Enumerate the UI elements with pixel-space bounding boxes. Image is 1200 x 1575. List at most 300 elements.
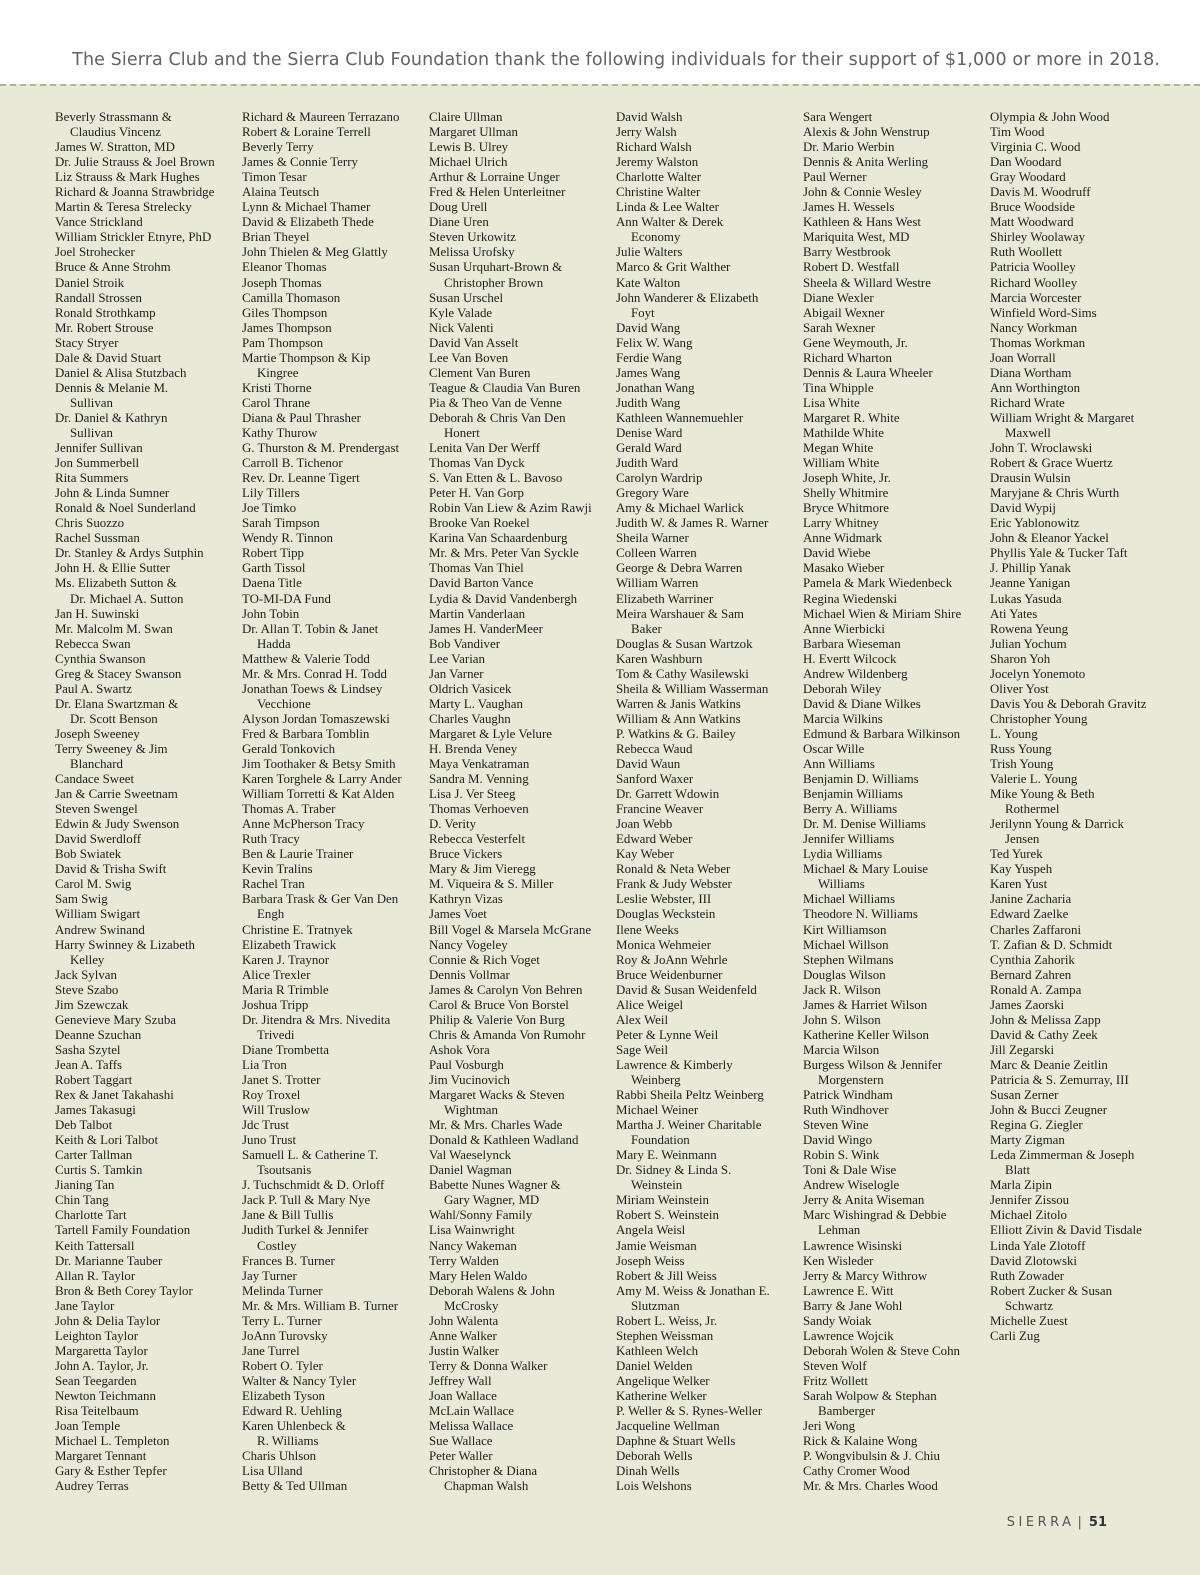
donor-name: Bruce & Anne Strohm [55, 260, 171, 275]
donor-name: Sage Weil [616, 1042, 669, 1057]
donor-name: Dr. Julie Strauss & Joel Brown [55, 155, 215, 170]
donor-name: Michael L. Templeton [55, 1434, 170, 1449]
donor-name: James Wang [616, 365, 681, 380]
donor-name: Fred & Helen Unterleitner [429, 185, 566, 200]
donor-name: Lawrence E. Witt [803, 1283, 894, 1298]
donor-name: Christine Walter [616, 185, 701, 200]
donor-name: William Swigart [55, 907, 141, 922]
donor-name: Stacy Stryer [55, 335, 119, 350]
donor-name: Drausin Wulsin [990, 471, 1071, 486]
donor-name: Judith Ward [616, 456, 679, 471]
donor-name: Mariquita West, MD [803, 230, 910, 245]
donor-name: Martie Thompson & Kip Kingree [242, 350, 371, 380]
donor-name: Carroll B. Tichenor [242, 456, 343, 471]
donor-name: Joan Temple [55, 1419, 121, 1434]
donor-name: Anne Wierbicki [803, 621, 885, 636]
donor-name: Joel Strohecker [55, 245, 135, 260]
donor-name: Mr. Malcolm M. Swan [55, 621, 173, 636]
donor-name: Ted Yurek [990, 847, 1043, 862]
donor-name: Teague & Claudia Van Buren [429, 380, 581, 395]
donor-name: Daphne & Stuart Wells [616, 1434, 736, 1449]
donor-name: Charles Zaffaroni [990, 922, 1082, 937]
donor-name: Jack P. Tull & Mary Nye [242, 1193, 371, 1208]
donor-name: Elizabeth Warriner [616, 591, 714, 606]
donor-name: John Wanderer & Elizabeth Foyt [616, 290, 759, 320]
donor-name: Theodore N. Williams [803, 907, 918, 922]
donor-name: Deborah Wolen & Steve Cohn [803, 1343, 960, 1358]
donor-name: James & Harriet Wilson [803, 997, 928, 1012]
donor-name: Felix W. Wang [616, 335, 693, 350]
donor-name: Patrick Windham [803, 1088, 893, 1103]
donor-name: Greg & Stacey Swanson [55, 666, 182, 681]
donor-name: Michael Williams [803, 892, 895, 907]
donor-name: Christopher & Diana Chapman Walsh [429, 1464, 538, 1494]
donor-name: Dinah Wells [616, 1464, 680, 1479]
donor-name: Diana Wortham [990, 365, 1072, 380]
donor-name: Rowena Yeung [990, 621, 1069, 636]
donor-name: Eric Yablonowitz [990, 516, 1080, 531]
donor-name: Karen Yust [990, 877, 1048, 892]
donor-name: Robert L. Weiss, Jr. [616, 1313, 718, 1328]
donor-name: Maryjane & Chris Wurth [990, 486, 1120, 501]
donor-name: Claire Ullman [429, 110, 503, 124]
donor-name: Mr. & Mrs. Peter Van Syckle [429, 546, 579, 561]
donor-name: Timon Tesar [242, 170, 307, 185]
donor-name: Nancy Workman [990, 320, 1078, 335]
donor-name: Chris Suozzo [55, 516, 125, 531]
donor-name: Charlotte Tart [55, 1208, 127, 1223]
donor-name: Winfield Word-Sims [990, 305, 1097, 320]
donor-name: Candace Sweet [55, 772, 135, 787]
donor-name: Patricia & S. Zemurray, III [990, 1073, 1129, 1087]
donor-name: Tim Wood [990, 125, 1045, 140]
donor-name: Daniel Stroik [55, 275, 125, 290]
donor-name: Daniel & Alisa Stutzbach [55, 365, 187, 380]
donor-name: Margaret R. White [803, 410, 900, 425]
donor-name: Jane Turrel [242, 1343, 300, 1358]
donor-name: Bernard Zahren [990, 967, 1072, 982]
donor-name: David Van Asselt [429, 335, 519, 350]
donor-name: Lia Tron [242, 1057, 287, 1072]
donor-name: David Waun [616, 757, 681, 772]
donor-name: Allan R. Taylor [55, 1268, 136, 1283]
donor-name: Lawrence Wojcik [803, 1328, 894, 1343]
donor-name: Leslie Webster, III [616, 892, 712, 907]
donor-name: Robin Van Liew & Azim Rawji [429, 501, 592, 516]
donor-name: Kay Yuspeh [990, 862, 1053, 877]
donor-name: Sheila Warner [616, 531, 689, 546]
donor-column-2 [242, 110, 424, 1494]
donor-name: Margaret Wacks & Steven Wightman [429, 1088, 565, 1118]
donor-name: Sanford Waxer [616, 772, 694, 787]
donor-name: Dale & David Stuart [55, 350, 162, 365]
donor-name: Cynthia Zahorik [990, 952, 1075, 967]
donor-name: Sandra M. Venning [429, 772, 529, 787]
donor-name: Angela Weisl [616, 1223, 686, 1238]
donor-name: Deanne Szuchan [55, 1027, 142, 1042]
donor-name: Garth Tissol [242, 561, 306, 576]
donor-name: Chris & Amanda Von Rumohr [429, 1027, 586, 1042]
donor-column-6 [990, 110, 1172, 1344]
donor-name: Rebecca Waud [616, 741, 693, 756]
donor-name: David & Susan Weidenfeld [616, 982, 757, 997]
donor-name: Terry L. Turner [242, 1313, 322, 1328]
donor-name: Mathilde White [803, 425, 885, 440]
donor-name: Gerald Ward [616, 441, 682, 456]
donor-name: Samuell L. & Catherine T. Tsoutsanis [242, 1148, 379, 1178]
donor-name: Margaret Ullman [429, 125, 518, 140]
donor-name: Rebecca Swan [55, 636, 131, 651]
donor-name: Amy & Michael Warlick [616, 501, 744, 516]
donor-name: Matt Woodward [990, 215, 1074, 230]
donor-name: Meira Warshauer & Sam Baker [616, 606, 744, 636]
donor-name: Curtis S. Tamkin [55, 1163, 143, 1178]
donor-name: Kathleen & Hans West [803, 215, 921, 230]
donor-name: David & Elizabeth Thede [242, 215, 374, 230]
donor-name: Maya Venkatraman [429, 757, 530, 772]
donor-name: Lisa J. Ver Steeg [429, 787, 516, 802]
donor-name: Mr. & Mrs. Charles Wood [803, 1479, 938, 1494]
donor-name: Richard & Joanna Strawbridge [55, 185, 215, 200]
donor-name: Steven Swengel [55, 802, 138, 817]
donor-name: Kevin Tralins [242, 862, 313, 877]
donor-name: D. Verity [429, 817, 477, 832]
donor-name: Douglas Wilson [803, 967, 886, 982]
donor-name: Elizabeth Trawick [242, 937, 337, 952]
donor-name: Rick & Kalaine Wong [803, 1434, 918, 1449]
donor-name: Ann Walter & Derek Economy [616, 215, 724, 245]
donor-name: Rex & Janet Takahashi [55, 1088, 174, 1103]
donor-name: Bruce Woodside [990, 200, 1076, 215]
donor-name: William White [803, 456, 880, 471]
donor-name: Barbara Trask & Ger Van Den Engh [242, 892, 399, 922]
donor-name: Carter Tallman [55, 1148, 133, 1163]
donor-name: James H. Wessels [803, 200, 895, 215]
donor-name: Regina Wiedenski [803, 591, 898, 606]
donor-name: Trish Young [990, 757, 1054, 772]
donor-name: Martin Vanderlaan [429, 606, 526, 621]
donor-name: Dennis & Melanie M. Sullivan [55, 380, 169, 410]
donor-name: Tina Whipple [803, 380, 874, 395]
donor-name: Robert & Loraine Terrell [242, 125, 371, 140]
donor-name: David & Trisha Swift [55, 862, 167, 877]
donor-name: Rachel Sussman [55, 531, 140, 546]
donor-name: Connie & Rich Voget [429, 952, 540, 967]
donor-name: Ferdie Wang [616, 350, 682, 365]
donor-name: Michael Zitolo [990, 1208, 1067, 1223]
donor-name: Lydia Williams [803, 847, 883, 862]
donor-name: Val Waeselynck [429, 1148, 512, 1163]
donor-name: Miriam Weinstein [616, 1193, 709, 1208]
donor-name: Davis You & Deborah Gravitz [990, 696, 1147, 711]
donor-name: Diane Wexler [803, 290, 874, 305]
donor-name: Joan Wallace [429, 1388, 497, 1403]
donor-name: Sean Teegarden [55, 1373, 137, 1388]
donor-name: Lily Tillers [242, 486, 300, 501]
donor-name: John Thielen & Meg Glattly [242, 245, 388, 260]
donor-name: Gene Weymouth, Jr. [803, 335, 908, 350]
donor-name: William Torretti & Kat Alden [242, 787, 395, 802]
donor-name: James W. Stratton, MD [55, 140, 175, 155]
donor-name: William Strickler Etnyre, PhD [55, 230, 212, 245]
page-number: 51 [1088, 1515, 1107, 1530]
donor-name: Dennis & Laura Wheeler [803, 365, 933, 380]
donor-name: Michael Willson [803, 937, 889, 952]
donor-name: Philip & Valerie Von Burg [429, 1012, 565, 1027]
donor-name: Edward Weber [616, 832, 693, 847]
page-header [0, 0, 1200, 84]
donor-name: Giles Thompson [242, 305, 328, 320]
donor-name: Sue Wallace [429, 1434, 493, 1449]
donor-name: L. Young [990, 726, 1038, 741]
donor-name: Ann Worthington [990, 380, 1081, 395]
donor-name: Mike Young & Beth Rothermel [990, 787, 1095, 817]
donor-name: David Barton Vance [429, 576, 534, 591]
donor-name: Alaina Teutsch [242, 185, 320, 200]
donor-name: Keith & Lori Talbot [55, 1133, 159, 1148]
donor-name: Alex Weil [616, 1012, 669, 1027]
donor-name: Joshua Tripp [242, 997, 309, 1012]
donor-name: John & Connie Wesley [803, 185, 922, 200]
donor-name: Juno Trust [242, 1133, 297, 1148]
donor-name: Mary E. Weinmann [616, 1148, 717, 1163]
donor-name: Sarah Wexner [803, 320, 876, 335]
donor-name: Frank & Judy Webster [616, 877, 732, 892]
donor-name: Thomas Workman [990, 335, 1086, 350]
donor-name: Davis M. Woodruff [990, 185, 1091, 200]
donor-name: Anne Widmark [803, 531, 883, 546]
donor-name: Judith Wang [616, 395, 681, 410]
donor-name: Carli Zug [990, 1328, 1040, 1343]
donor-name: George & Debra Warren [616, 561, 743, 576]
donor-name: JoAnn Turovsky [242, 1328, 328, 1343]
donor-name: Daena Title [242, 576, 302, 591]
donor-name: Jim Toothaker & Betsy Smith [242, 757, 396, 772]
donor-name: P. Wongvibulsin & J. Chiu [803, 1449, 940, 1464]
donor-name: Barry Westbrook [803, 245, 891, 260]
donor-name: Jan & Carrie Sweetnam [55, 787, 178, 802]
donor-name: Lawrence Wisinski [803, 1238, 903, 1253]
donor-name: Dr. Sidney & Linda S. Weinstein [616, 1163, 732, 1193]
donor-name: Karina Van Schaardenburg [429, 531, 568, 546]
donor-name: John & Melissa Zapp [990, 1012, 1101, 1027]
donor-name: Ashok Vora [429, 1042, 490, 1057]
donor-name: Robert D. Westfall [803, 260, 900, 275]
donor-name: John H. & Ellie Sutter [55, 561, 170, 576]
donor-name: Jennifer Sullivan [55, 441, 143, 456]
donor-name: Marty L. Vaughan [429, 696, 523, 711]
donor-name: John & Bucci Zeugner [990, 1103, 1108, 1118]
donor-name: Chin Tang [55, 1193, 109, 1208]
donor-name: Steve Szabo [55, 982, 119, 997]
donor-name: Pamela & Mark Wiedenbeck [803, 576, 953, 591]
donor-name: Colleen Warren [616, 546, 697, 561]
donor-name: Russ Young [990, 741, 1052, 756]
donor-name: Lewis B. Ulrey [429, 140, 509, 155]
donor-name: Ronald Strothkamp [55, 305, 156, 320]
donor-name: McLain Wallace [429, 1404, 514, 1419]
donor-name: Terry & Donna Walker [429, 1358, 548, 1373]
donor-name: Rachel Tran [242, 877, 305, 892]
donor-name: Nancy Wakeman [429, 1238, 517, 1253]
donor-name: Christine E. Tratnyek [242, 922, 353, 937]
donor-name: Randall Strossen [55, 290, 143, 305]
donor-name: Anne McPherson Tracy [242, 817, 365, 832]
donor-name: Cynthia Swanson [55, 651, 146, 666]
donor-name: Karen Uhlenbeck & R. Williams [242, 1419, 346, 1449]
donor-name: Michael Wien & Miriam Shire [803, 606, 962, 621]
donor-name: Michael & Mary Louise Williams [803, 862, 928, 892]
donor-name: Margaret Tennant [55, 1449, 147, 1464]
donor-name: Amy M. Weiss & Jonathan E. Slutzman [616, 1283, 770, 1313]
donor-name: Vance Strickland [55, 215, 143, 230]
donor-name: Karen Washburn [616, 651, 703, 666]
donor-name: Ronald A. Zampa [990, 982, 1082, 997]
donor-name: Masako Wieber [803, 561, 885, 576]
donor-name: Marcia Wilson [803, 1042, 880, 1057]
donor-name: Karen J. Traynor [242, 952, 330, 967]
donor-name: Terry Sweeney & Jim Blanchard [55, 741, 168, 772]
donor-name: Carol Thrane [242, 395, 311, 410]
donor-name: Mary Helen Waldo [429, 1268, 528, 1283]
donor-name: Sandy Woiak [803, 1313, 872, 1328]
donor-name: Benjamin D. Williams [803, 772, 919, 787]
donor-name: Joe Timko [242, 501, 297, 516]
donor-name: Marco & Grit Walther [616, 260, 731, 275]
donor-name: Kate Walton [616, 275, 681, 290]
donor-name: James & Connie Terry [242, 155, 358, 170]
donor-name: Sarah Wolpow & Stephan Bamberger [803, 1388, 937, 1419]
donor-name: Monica Wehmeier [616, 937, 712, 952]
donor-name: Andrew Swinand [55, 922, 145, 937]
donor-name: James Takasugi [55, 1103, 136, 1118]
donor-name: Kathryn Vizas [429, 892, 503, 907]
donor-name: Sharon Yoh [990, 651, 1051, 666]
donor-name: Pam Thompson [242, 335, 324, 350]
donor-name: Eleanor Thomas [242, 260, 327, 275]
donor-name: Sasha Szytel [55, 1042, 121, 1057]
donor-name: Dennis Vollmar [429, 967, 510, 982]
donor-name: Burgess Wilson & Jennifer Morgenstern [803, 1057, 943, 1087]
donor-name: Deborah Wiley [803, 681, 882, 696]
donor-name: Edward R. Uehling [242, 1404, 342, 1419]
donor-name: John & Delia Taylor [55, 1313, 161, 1328]
donor-name: Richard & Maureen Terrazano [242, 110, 400, 124]
donor-name: Jill Zegarski [990, 1042, 1055, 1057]
donor-name: Nick Valenti [429, 320, 494, 335]
donor-name: Dr. Jitendra & Mrs. Nivedita Trivedi [242, 1012, 391, 1042]
donor-name: James Thompson [242, 320, 332, 335]
donor-name: Jeffrey Wall [429, 1373, 492, 1388]
donor-name: Robert S. Weinstein [616, 1208, 719, 1223]
donor-name: Karen Torghele & Larry Ander [242, 772, 402, 787]
donor-name: Robert O. Tyler [242, 1358, 323, 1373]
donor-name: S. Van Etten & L. Bavoso [429, 471, 563, 486]
donor-name: Anne Walker [429, 1328, 497, 1343]
donor-name: Mr. Robert Strouse [55, 320, 154, 335]
page-footer [1007, 1515, 1107, 1530]
donor-name: Wahl/Sonny Family [429, 1208, 533, 1223]
donor-name: Edwin & Judy Swenson [55, 817, 180, 832]
donor-name: Ruth Tracy [242, 832, 300, 847]
donor-name: Ilene Weeks [616, 922, 679, 937]
donor-name: John Tobin [242, 606, 300, 621]
donor-name: Joan Worrall [990, 350, 1056, 365]
donor-name: David Zlotowski [990, 1253, 1078, 1268]
donor-name: Valerie L. Young [990, 772, 1078, 787]
donor-name: Melissa Wallace [429, 1419, 514, 1434]
donor-name: Justin Walker [429, 1343, 499, 1358]
donor-name: Brian Theyel [242, 230, 310, 245]
donor-name: James H. VanderMeer [429, 621, 543, 636]
donor-name: Thomas Van Thiel [429, 561, 524, 576]
donor-name: Frances B. Turner [242, 1253, 335, 1268]
donor-name: Michael Ulrich [429, 155, 508, 170]
donor-name: Jamie Weisman [616, 1238, 697, 1253]
donor-name: Camilla Thomason [242, 290, 341, 305]
donor-name: Gerald Tonkovich [242, 741, 336, 756]
donor-name: Robert & Jill Weiss [616, 1268, 717, 1283]
donor-name: Ann Williams [803, 757, 875, 772]
donor-name: Liz Strauss & Mark Hughes [55, 170, 200, 185]
donor-name: Diane Uren [429, 215, 489, 230]
donor-name: Robert Taggart [55, 1073, 133, 1087]
donor-name: Deborah Wells [616, 1449, 693, 1464]
donor-name: Bruce Weidenburner [616, 967, 723, 982]
donor-name: Susan Urschel [429, 290, 504, 305]
donor-name: Jane & Bill Tullis [242, 1208, 334, 1223]
donor-name: Dr. M. Denise Williams [803, 817, 926, 832]
donor-name: Marty Zigman [990, 1133, 1065, 1148]
donor-name: Walter & Nancy Tyler [242, 1373, 357, 1388]
donor-name: Marcia Worcester [990, 290, 1082, 305]
donor-name: Sarah Timpson [242, 516, 320, 531]
donor-name: Charles Vaughn [429, 711, 511, 726]
donor-name: David Wiebe [803, 546, 871, 561]
donor-name: Dennis & Anita Werling [803, 155, 929, 170]
donor-name: Dr. Garrett Wdowin [616, 787, 720, 802]
donor-name: Steven Wine [803, 1118, 869, 1133]
dashed-divider [0, 84, 1200, 86]
donor-name: William Wright & Margaret Maxwell [990, 410, 1135, 440]
donor-name: Wendy R. Tinnon [242, 531, 334, 546]
donor-name: Sheela & Willard Westre [803, 275, 931, 290]
donor-name: Thomas Van Dyck [429, 456, 525, 471]
donor-name: James Zaorski [990, 997, 1065, 1012]
donor-name: Jeremy Walston [616, 155, 699, 170]
donor-name: Jonathan Wang [616, 380, 695, 395]
donor-name: Dan Woodard [990, 155, 1062, 170]
donor-name: David & Diane Wilkes [803, 696, 921, 711]
donor-name: Lee Varian [429, 651, 485, 666]
donor-name: Gary & Esther Tepfer [55, 1464, 167, 1479]
donor-name: Ken Wisleder [803, 1253, 874, 1268]
donor-name: Jonathan Toews & Lindsey Vecchione [242, 681, 383, 711]
donor-name: Berry A. Williams [803, 802, 898, 817]
donor-name: Ruth Woollett [990, 245, 1063, 260]
donor-name: Rabbi Sheila Peltz Weinberg [616, 1088, 764, 1103]
donor-name: Fred & Barbara Tomblin [242, 726, 370, 741]
donor-name: Elliott Zivin & David Tisdale [990, 1223, 1142, 1238]
donor-name: Roy & JoAnn Wehrle [616, 952, 728, 967]
donor-name: Richard Walsh [616, 140, 692, 155]
donor-name: Jianing Tan [55, 1178, 115, 1193]
donor-name: Edward Zaelke [990, 907, 1069, 922]
donor-name: Jim Vucinovich [429, 1073, 510, 1087]
donor-name: Sam Swig [55, 892, 108, 907]
donor-name: Tartell Family Foundation [55, 1223, 191, 1238]
donor-name: Daniel Welden [616, 1358, 693, 1373]
